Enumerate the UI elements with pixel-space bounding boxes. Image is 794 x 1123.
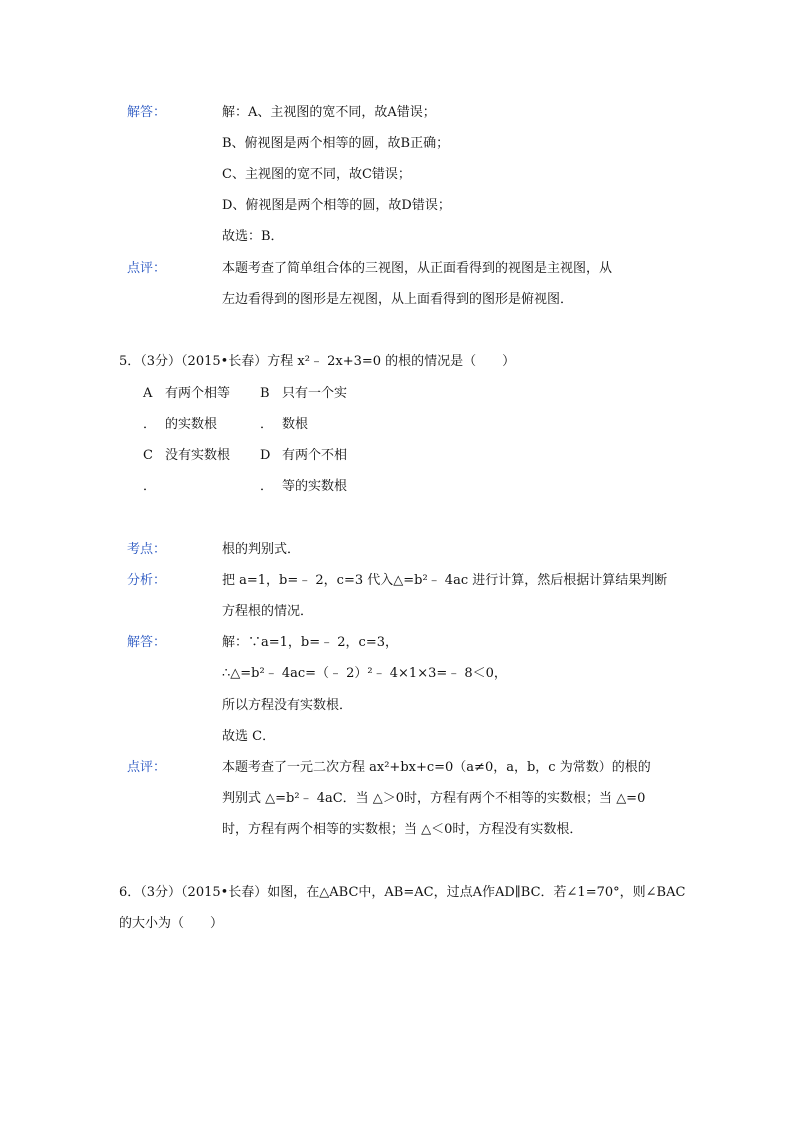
dianping-line: 本题考查了一元二次方程 ax²+bx+c=0（a≠0，a，b，c 为常数）的根的: [222, 760, 651, 775]
option-a-text: 有两个相等: [165, 386, 231, 401]
option-c-dot: ．: [143, 479, 157, 494]
comment-line: 左边看得到的图形是左视图，从上面看得到的图形是俯视图．: [222, 292, 574, 307]
question-5-stem: 5．（3分）（2015•长春）方程 x²﹣ 2x+3=0 的根的情况是（ ）: [119, 354, 516, 369]
dianping-line: 时，方程有两个相等的实数根；当 △＜0时，方程没有实数根．: [222, 822, 583, 837]
answer-line: 解：A、主视图的宽不同，故A错误；: [222, 105, 436, 120]
question-6-stem-cont: 的大小为（ ）: [119, 916, 224, 931]
jieda-label: 解答：: [127, 635, 167, 650]
option-d-text-cont: 等的实数根: [282, 479, 348, 494]
option-b-letter: B: [260, 386, 270, 401]
option-b-text: 只有一个实: [282, 386, 348, 401]
jieda-line: 解：∵a=1，b=﹣ 2，c=3，: [222, 635, 398, 650]
jieda-line: 故选 C．: [222, 729, 276, 744]
answer-line: D、俯视图是两个相等的圆，故D错误；: [222, 198, 451, 213]
option-c-letter: C: [143, 448, 153, 463]
option-a-text-cont: 的实数根: [165, 417, 218, 432]
option-d-dot: ．: [260, 479, 274, 494]
option-b-text-cont: 数根: [282, 417, 309, 432]
option-a-dot: ．: [143, 417, 157, 432]
comment-line: 本题考查了简单组合体的三视图，从正面看得到的视图是主视图，从: [222, 261, 613, 276]
jieda-line: 所以方程没有实数根．: [222, 698, 353, 713]
comment-label: 点评：: [127, 261, 167, 276]
answer-line: C、主视图的宽不同，故C错误；: [222, 167, 411, 182]
fenxi-label: 分析：: [127, 573, 167, 588]
option-d-text: 有两个不相: [282, 448, 348, 463]
fenxi-line: 把 a=1，b=﹣ 2，c=3 代入△=b²﹣ 4ac 进行计算，然后根据计算结果判断: [222, 573, 668, 588]
kaodian-label: 考点：: [127, 542, 167, 557]
answer-line: 故选：B．: [222, 229, 284, 244]
option-c-text: 没有实数根: [165, 448, 231, 463]
dianping-line: 判别式 △=b²﹣ 4aC．当 △＞0时，方程有两个不相等的实数根；当 △=0: [222, 791, 646, 806]
answer-label: 解答：: [127, 105, 167, 120]
kaodian-text: 根的判别式．: [222, 542, 301, 557]
question-6-stem: 6．（3分）（2015•长春）如图，在△ABC中，AB=AC，过点A作AD∥BC．若∠1=70°，则∠BAC: [119, 885, 686, 900]
answer-line: B、俯视图是两个相等的圆，故B正确；: [222, 136, 450, 151]
option-d-letter: D: [260, 448, 271, 463]
option-a-letter: A: [143, 386, 153, 401]
fenxi-line: 方程根的情况．: [222, 604, 314, 619]
option-b-dot: ．: [260, 417, 274, 432]
dianping-label: 点评：: [127, 760, 167, 775]
jieda-line: ∴△=b²﹣ 4ac=（﹣ 2）²﹣ 4×1×3=﹣ 8＜0，: [222, 666, 507, 681]
